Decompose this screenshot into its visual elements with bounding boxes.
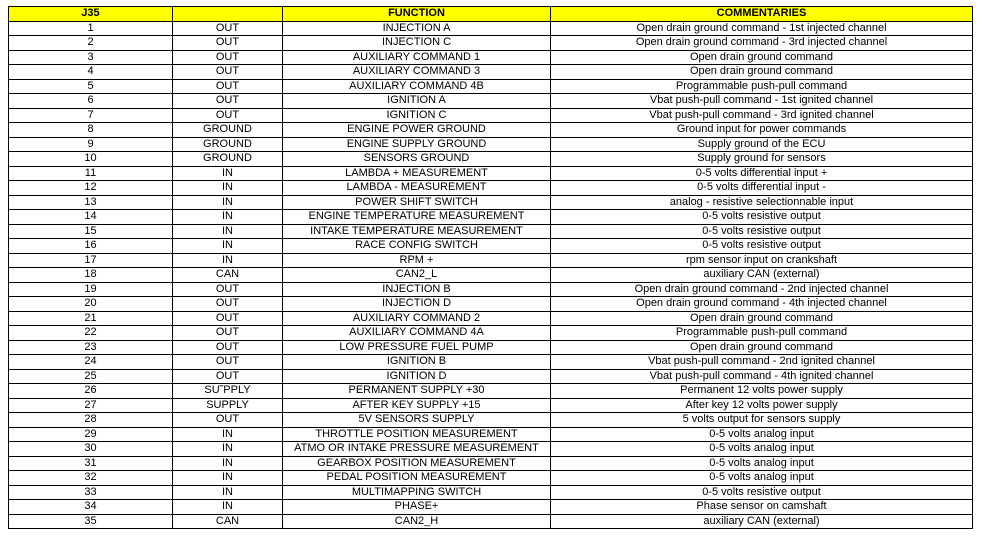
function-cell: IGNITION A: [283, 94, 551, 109]
table-row: [9, 224, 973, 239]
function-cell: ATMO OR INTAKE PRESSURE MEASUREMENT: [283, 442, 551, 457]
pin-number-cell: 22: [9, 326, 173, 341]
function-cell: LAMBDA + MEASUREMENT: [283, 166, 551, 181]
signal-type-cell: OUT: [173, 36, 283, 51]
signal-type-cell: OUT: [173, 340, 283, 355]
function-cell: INJECTION B: [283, 282, 551, 297]
pin-number-cell: 21: [9, 311, 173, 326]
table-row: [9, 471, 973, 486]
signal-type-cell: CAN: [173, 514, 283, 529]
pin-number-cell: 23: [9, 340, 173, 355]
function-cell: THROTTLE POSITION MEASUREMENT: [283, 427, 551, 442]
pin-number-cell: 11: [9, 166, 173, 181]
table-row: [9, 340, 973, 355]
signal-type-cell: IN: [173, 239, 283, 254]
commentary-cell: Vbat push-pull command - 4th ignited channel: [551, 369, 973, 384]
function-cell: ENGINE SUPPLY GROUND: [283, 137, 551, 152]
commentary-cell: Vbat push-pull command - 2nd ignited channel: [551, 355, 973, 370]
function-cell: AUXILIARY COMMAND 1: [283, 50, 551, 65]
commentary-cell: Open drain ground command: [551, 50, 973, 65]
table-row: [9, 108, 973, 123]
pin-number-cell: 13: [9, 195, 173, 210]
table-row: [9, 50, 973, 65]
pin-number-cell: 27: [9, 398, 173, 413]
signal-type-cell: OUT: [173, 369, 283, 384]
signal-type-cell: OUT: [173, 65, 283, 80]
signal-type-cell: IN: [173, 166, 283, 181]
commentary-cell: Supply ground for sensors: [551, 152, 973, 167]
signal-type-cell: OUT: [173, 21, 283, 36]
signal-type-cell: OUT: [173, 355, 283, 370]
table-row: [9, 427, 973, 442]
pin-number-cell: 25: [9, 369, 173, 384]
table-row: [9, 181, 973, 196]
function-cell: PERMANENT SUPPLY +30: [283, 384, 551, 399]
pin-number-cell: 15: [9, 224, 173, 239]
commentary-cell: 0-5 volts analog input: [551, 427, 973, 442]
table-row: [9, 36, 973, 51]
function-cell: CAN2_L: [283, 268, 551, 283]
signal-type-cell: SU˜PPLY: [173, 384, 283, 399]
function-cell: RPM +: [283, 253, 551, 268]
pin-number-cell: 9: [9, 137, 173, 152]
signal-type-cell: OUT: [173, 94, 283, 109]
function-cell: PHASE+: [283, 500, 551, 515]
function-cell: INTAKE TEMPERATURE MEASUREMENT: [283, 224, 551, 239]
table-row: [9, 384, 973, 399]
signal-type-cell: GROUND: [173, 123, 283, 138]
function-cell: INJECTION A: [283, 21, 551, 36]
pin-number-cell: 19: [9, 282, 173, 297]
table-row: [9, 123, 973, 138]
pin-number-cell: 28: [9, 413, 173, 428]
signal-type-cell: SUPPLY: [173, 398, 283, 413]
commentary-cell: Open drain ground command - 1st injected channel: [551, 21, 973, 36]
pin-number-cell: 14: [9, 210, 173, 225]
commentary-cell: analog - resistive selectionnable input: [551, 195, 973, 210]
commentary-cell: rpm sensor input on crankshaft: [551, 253, 973, 268]
commentary-cell: 0-5 volts analog input: [551, 456, 973, 471]
table-row: [9, 500, 973, 515]
function-cell: MULTIMAPPING SWITCH: [283, 485, 551, 500]
pinout-sheet: [8, 6, 973, 529]
signal-type-cell: OUT: [173, 79, 283, 94]
header-row: [9, 7, 973, 22]
pin-number-cell: 6: [9, 94, 173, 109]
signal-type-cell: IN: [173, 427, 283, 442]
signal-type-cell: OUT: [173, 413, 283, 428]
commentary-cell: After key 12 volts power supply: [551, 398, 973, 413]
table-row: [9, 413, 973, 428]
commentary-cell: Open drain ground command: [551, 311, 973, 326]
pin-number-cell: 33: [9, 485, 173, 500]
commentary-cell: Permanent 12 volts power supply: [551, 384, 973, 399]
signal-type-cell: IN: [173, 253, 283, 268]
signal-type-cell: OUT: [173, 311, 283, 326]
signal-type-cell: CAN: [173, 268, 283, 283]
table-row: [9, 485, 973, 500]
commentary-cell: auxiliary CAN (external): [551, 268, 973, 283]
table-row: [9, 166, 973, 181]
function-cell: AUXILIARY COMMAND 4B: [283, 79, 551, 94]
signal-type-cell: OUT: [173, 297, 283, 312]
table-row: [9, 65, 973, 80]
table-row: [9, 253, 973, 268]
commentary-cell: Programmable push-pull command: [551, 326, 973, 341]
function-cell: AUXILIARY COMMAND 2: [283, 311, 551, 326]
commentary-cell: auxiliary CAN (external): [551, 514, 973, 529]
commentary-cell: Vbat push-pull command - 3rd ignited channel: [551, 108, 973, 123]
table-row: [9, 297, 973, 312]
pin-number-cell: 32: [9, 471, 173, 486]
commentary-cell: Open drain ground command - 3rd injected channel: [551, 36, 973, 51]
table-row: [9, 398, 973, 413]
pin-number-cell: 16: [9, 239, 173, 254]
commentary-cell: 0-5 volts resistive output: [551, 485, 973, 500]
function-cell: POWER SHIFT SWITCH: [283, 195, 551, 210]
table-row: [9, 94, 973, 109]
commentary-cell: 0-5 volts differential input +: [551, 166, 973, 181]
table-row: [9, 442, 973, 457]
function-cell: ENGINE TEMPERATURE MEASUREMENT: [283, 210, 551, 225]
pin-number-cell: 26: [9, 384, 173, 399]
pin-number-cell: 24: [9, 355, 173, 370]
commentary-cell: Ground input for power commands: [551, 123, 973, 138]
header-connector: J35: [9, 7, 173, 22]
pin-number-cell: 31: [9, 456, 173, 471]
pin-number-cell: 2: [9, 36, 173, 51]
signal-type-cell: IN: [173, 471, 283, 486]
function-cell: IGNITION D: [283, 369, 551, 384]
function-cell: AUXILIARY COMMAND 3: [283, 65, 551, 80]
commentary-cell: 0-5 volts resistive output: [551, 210, 973, 225]
table-row: [9, 282, 973, 297]
signal-type-cell: IN: [173, 442, 283, 457]
commentary-cell: 5 volts output for sensors supply: [551, 413, 973, 428]
commentary-cell: Phase sensor on camshaft: [551, 500, 973, 515]
table-row: [9, 311, 973, 326]
pin-number-cell: 34: [9, 500, 173, 515]
commentary-cell: Programmable push-pull command: [551, 79, 973, 94]
pin-number-cell: 5: [9, 79, 173, 94]
function-cell: AUXILIARY COMMAND 4A: [283, 326, 551, 341]
table-row: [9, 239, 973, 254]
table-row: [9, 152, 973, 167]
commentary-cell: Open drain ground command: [551, 340, 973, 355]
commentary-cell: 0-5 volts resistive output: [551, 224, 973, 239]
header-commentaries: COMMENTARIES: [551, 7, 973, 22]
signal-type-cell: IN: [173, 210, 283, 225]
signal-type-cell: IN: [173, 500, 283, 515]
signal-type-cell: OUT: [173, 108, 283, 123]
pin-number-cell: 10: [9, 152, 173, 167]
function-cell: INJECTION D: [283, 297, 551, 312]
commentary-cell: 0-5 volts resistive output: [551, 239, 973, 254]
table-row: [9, 210, 973, 225]
pin-number-cell: 29: [9, 427, 173, 442]
table-row: [9, 326, 973, 341]
signal-type-cell: IN: [173, 224, 283, 239]
function-cell: ENGINE POWER GROUND: [283, 123, 551, 138]
function-cell: IGNITION B: [283, 355, 551, 370]
pin-number-cell: 4: [9, 65, 173, 80]
signal-type-cell: OUT: [173, 326, 283, 341]
commentary-cell: 0-5 volts analog input: [551, 442, 973, 457]
signal-type-cell: OUT: [173, 50, 283, 65]
function-cell: 5V SENSORS SUPPLY: [283, 413, 551, 428]
signal-type-cell: IN: [173, 485, 283, 500]
header-function: FUNCTION: [283, 7, 551, 22]
signal-type-cell: IN: [173, 181, 283, 196]
pin-number-cell: 8: [9, 123, 173, 138]
pin-number-cell: 30: [9, 442, 173, 457]
commentary-cell: Supply ground of the ECU: [551, 137, 973, 152]
function-cell: INJECTION C: [283, 36, 551, 51]
pin-number-cell: 12: [9, 181, 173, 196]
signal-type-cell: IN: [173, 456, 283, 471]
function-cell: GEARBOX POSITION MEASUREMENT: [283, 456, 551, 471]
connector-pinout-table: [8, 6, 973, 529]
commentary-cell: Open drain ground command - 4th injected channel: [551, 297, 973, 312]
table-row: [9, 137, 973, 152]
commentary-cell: 0-5 volts differential input -: [551, 181, 973, 196]
table-row: [9, 79, 973, 94]
function-cell: RACE CONFIG SWITCH: [283, 239, 551, 254]
function-cell: CAN2_H: [283, 514, 551, 529]
table-row: [9, 21, 973, 36]
commentary-cell: 0-5 volts analog input: [551, 471, 973, 486]
function-cell: AFTER KEY SUPPLY +15: [283, 398, 551, 413]
signal-type-cell: IN: [173, 195, 283, 210]
pin-number-cell: 17: [9, 253, 173, 268]
pin-number-cell: 20: [9, 297, 173, 312]
table-row: [9, 268, 973, 283]
function-cell: IGNITION C: [283, 108, 551, 123]
function-cell: LAMBDA - MEASUREMENT: [283, 181, 551, 196]
pin-number-cell: 7: [9, 108, 173, 123]
commentary-cell: Vbat push-pull command - 1st ignited channel: [551, 94, 973, 109]
table-row: [9, 195, 973, 210]
pin-rows: [9, 21, 973, 529]
signal-type-cell: GROUND: [173, 137, 283, 152]
function-cell: SENSORS GROUND: [283, 152, 551, 167]
commentary-cell: Open drain ground command: [551, 65, 973, 80]
table-row: [9, 456, 973, 471]
pin-number-cell: 1: [9, 21, 173, 36]
pin-number-cell: 18: [9, 268, 173, 283]
header-type: [173, 7, 283, 22]
function-cell: LOW PRESSURE FUEL PUMP: [283, 340, 551, 355]
commentary-cell: Open drain ground command - 2nd injected channel: [551, 282, 973, 297]
table-row: [9, 514, 973, 529]
table-row: [9, 369, 973, 384]
pin-number-cell: 3: [9, 50, 173, 65]
signal-type-cell: OUT: [173, 282, 283, 297]
pin-number-cell: 35: [9, 514, 173, 529]
signal-type-cell: GROUND: [173, 152, 283, 167]
function-cell: PEDAL POSITION MEASUREMENT: [283, 471, 551, 486]
table-row: [9, 355, 973, 370]
